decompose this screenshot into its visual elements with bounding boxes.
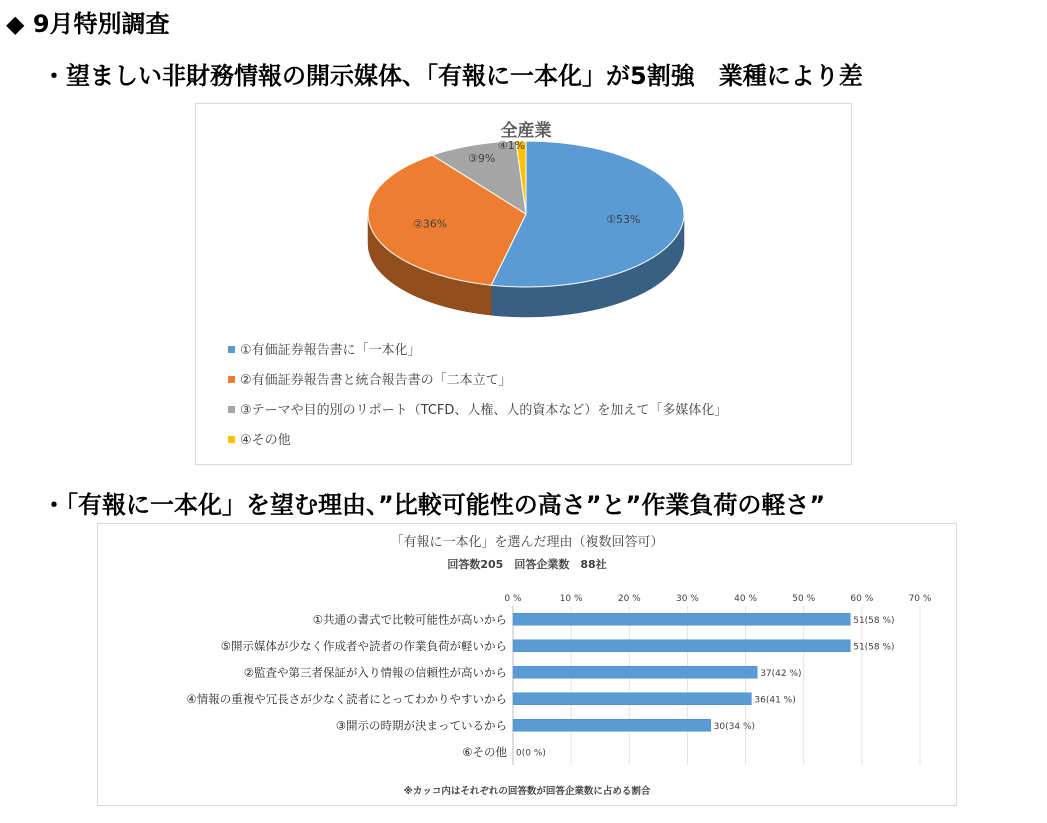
pie-data-label-4: ④1% [497, 138, 526, 152]
x-tick-label-4: 40 % [734, 594, 758, 604]
pie-chart [196, 104, 851, 464]
legend-swatch-1 [228, 346, 235, 353]
category-label-3: ②監査や第三者保証が入り情報の信頼性が高いから [243, 665, 507, 680]
bar-subtitle: 回答数205 回答企業数 88社 [447, 558, 607, 571]
x-tick-label-1: 10 % [559, 594, 583, 604]
x-tick-label-2: 20 % [617, 594, 641, 604]
legend-swatch-2 [228, 376, 235, 383]
page-heading: ◆ 9月特別調査 [6, 10, 170, 38]
bar-data-label-5: 30(34 %) [713, 721, 756, 732]
category-label-2: ⑤開示媒体が少なく作成者や読者の作業負荷が軽いから [220, 638, 507, 653]
x-tick-label-5: 50 % [792, 594, 816, 604]
x-tick-label-3: 30 % [675, 594, 699, 604]
x-tick-label-7: 70 % [908, 594, 932, 604]
subheading-reasons: ・「有報に一本化」を望む理由、”比較可能性の高さ”と”作業負荷の軽さ” [42, 491, 826, 519]
subheading-disclosure-media: ・望ましい非財務情報の開示媒体、「有報に一本化」が5割強 業種により差 [42, 62, 863, 90]
bar-4 [513, 693, 751, 705]
legend-swatch-4 [228, 436, 235, 443]
bar-2 [513, 640, 850, 652]
category-label-5: ③開示の時期が決まっているから [335, 718, 507, 733]
pie-data-label-3: ③9% [468, 151, 496, 165]
legend-label-1: ①有価証券報告書に「一本化」 [240, 343, 421, 358]
bar-3 [513, 666, 757, 678]
x-tick-label-0: 0 % [504, 594, 522, 604]
pie-title: 全産業 [500, 121, 552, 141]
bar-footnote: ※カッコ内はそれぞれの回答数が回答企業数に占める割合 [403, 786, 651, 797]
category-label-6: ⑥その他 [462, 744, 507, 759]
legend-label-4: ④その他 [240, 433, 291, 448]
bar-data-label-1: 51(58 %) [853, 615, 895, 626]
bar-5 [513, 719, 711, 731]
pie-chart-panel [195, 103, 852, 465]
bar-1 [513, 613, 850, 625]
bar-chart-panel [97, 523, 957, 806]
category-label-1: ①共通の書式で比較可能性が高いから [312, 612, 507, 627]
legend-swatch-3 [228, 406, 235, 413]
bar-data-label-4: 36(41 %) [754, 695, 796, 706]
bar-data-label-3: 37(42 %) [760, 668, 802, 679]
pie-data-label-2: ②36% [412, 217, 448, 231]
bar-chart [98, 524, 956, 805]
bar-title: 「有報に一本化」を選んだ理由（複数回答可） [390, 535, 664, 550]
legend-label-3: ③テーマや目的別のリポート（TCFD、人権、人的資本など）を加えて「多媒体化」 [240, 403, 728, 418]
bar-data-label-2: 51(58 %) [853, 642, 895, 653]
category-label-4: ④情報の重複や冗長さが少なく読者にとってわかりやすいから [186, 691, 507, 706]
x-tick-label-6: 60 % [850, 594, 874, 604]
legend-label-2: ②有価証券報告書と統合報告書の「二本立て」 [240, 373, 512, 388]
pie-data-label-1: ①53% [606, 213, 641, 227]
bar-data-label-6: 0(0 %) [516, 748, 546, 759]
